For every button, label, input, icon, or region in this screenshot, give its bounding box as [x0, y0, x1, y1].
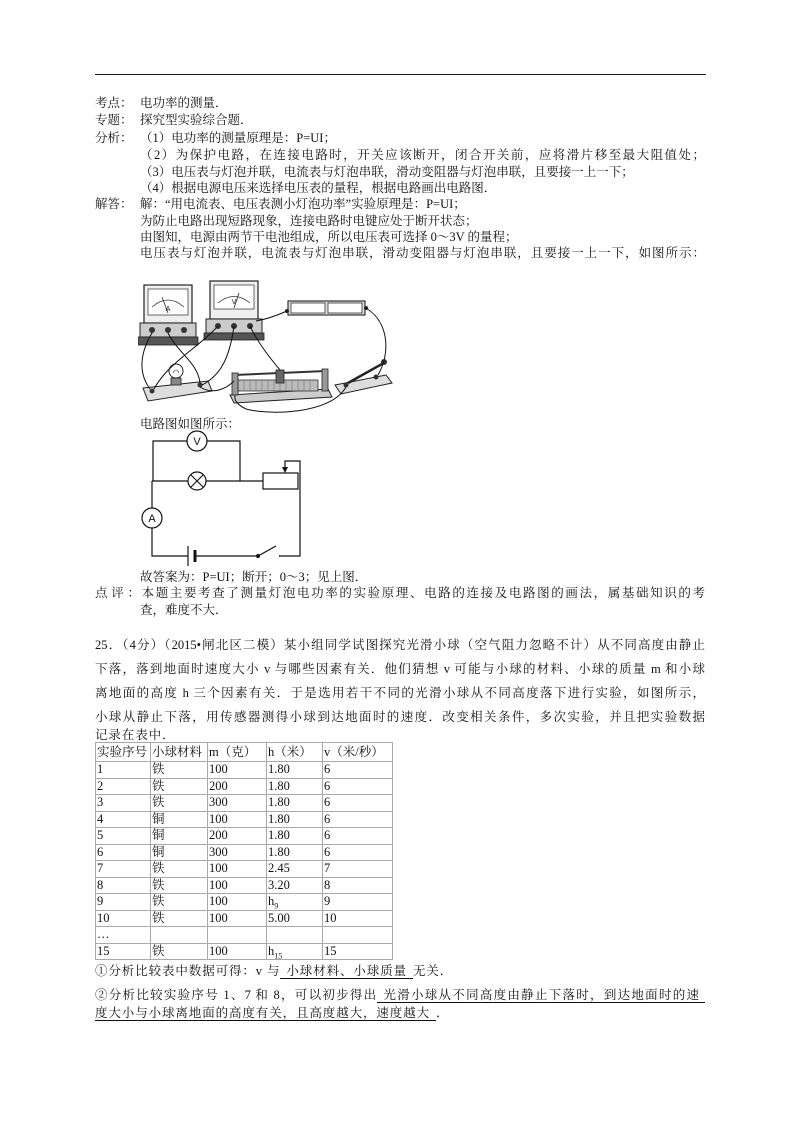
table-cell: 100 [208, 811, 267, 828]
table-cell: 1.80 [267, 762, 323, 779]
table-body [96, 762, 393, 960]
table-cell: 铁 [151, 877, 208, 894]
table-row [96, 910, 393, 927]
problem-stem-line-3 [95, 685, 705, 702]
table-row [96, 828, 393, 845]
problem-stem-line-1 [95, 637, 705, 654]
table-cell: 100 [208, 910, 267, 927]
table-cell: 1.80 [267, 844, 323, 861]
problem-stem-text-3: 离地面的高度 h 三个因素有关．于是选用若干不同的光滑小球从不同高度落下进行实验，如图所示， [95, 686, 705, 700]
table-cell: 5 [96, 828, 151, 845]
table-cell: 6 [96, 844, 151, 861]
circuit-wires [152, 441, 300, 556]
review-text-1: 本题主要考查了测量灯泡电功率的实验原理、电路的连接及电路图的画法，属基础知识的考 [140, 586, 705, 600]
question-1-line [95, 963, 453, 980]
battery-symbol [188, 546, 195, 566]
solution-line-2 [140, 213, 478, 230]
table-cell: 6 [323, 762, 393, 779]
table-cell: 6 [323, 778, 393, 795]
table-header-cell: v（米/秒） [323, 743, 393, 762]
analysis-text-2: （2）为保护电路，在连接电路时，开关应该断开，闭合开关前，应将滑片移至最大阻值处； [140, 148, 705, 162]
problem-stem-line-4 [95, 709, 705, 726]
table-cell: 10 [96, 910, 151, 927]
review-line-1 [95, 585, 705, 602]
analysis-line-3 [140, 164, 634, 181]
table-row [96, 877, 393, 894]
problem-stem-text-1: 25．（4分）（2015•闸北区二模）某小组同学试图探究光滑小球（空气阻力忽略不计）从不同高度由静止 [95, 638, 705, 652]
subscript: 9 [274, 901, 279, 910]
table-cell: 100 [208, 894, 267, 911]
table-cell: 15 [323, 943, 393, 960]
analysis-text-3: （3）电压表与灯泡并联，电流表与灯泡串联，滑动变阻器与灯泡串联，且要接一上一下； [140, 165, 634, 179]
analysis-line-2 [140, 147, 705, 164]
table-cell: 6 [323, 811, 393, 828]
table-row [96, 811, 393, 828]
table-cell: 2 [96, 778, 151, 795]
table-cell: 9 [323, 894, 393, 911]
table-cell: 100 [208, 762, 267, 779]
question-1-answer: 小球材料、小球质量 [280, 964, 413, 979]
table-header-cell: h（米） [267, 743, 323, 762]
table-cell: 3.20 [267, 877, 323, 894]
subscript: 15 [274, 951, 283, 960]
rheostat-symbol [263, 467, 298, 489]
table-row [96, 861, 393, 878]
experiment-data-table [95, 742, 393, 960]
table-cell [267, 927, 323, 944]
table-cell: 3 [96, 795, 151, 812]
table-cell: 铜 [151, 844, 208, 861]
table-cell: 铁 [151, 778, 208, 795]
table-cell: 8 [323, 877, 393, 894]
question-2-suffix: ． [436, 1006, 450, 1020]
lamp-holder [143, 364, 212, 401]
question-2-line-1 [95, 987, 705, 1004]
review-line-2 [140, 602, 228, 619]
problem-stem-text-5: 记录在表中． [95, 728, 176, 742]
answer-text: 故答案为：P=UI；断开；0～3；见上图． [140, 570, 368, 584]
table-cell: 100 [208, 861, 267, 878]
table-row [96, 943, 393, 960]
analysis-label: 分析： [95, 131, 133, 145]
topic-label: 考点： [95, 96, 133, 110]
ammeter-symbol-circle [142, 508, 162, 528]
solution-label: 解答： [95, 197, 133, 211]
diagram-caption-text: 电路图如图所示： [140, 417, 241, 431]
table-cell [208, 927, 267, 944]
table-cell: 铁 [151, 943, 208, 960]
review-label: 点评： [95, 586, 140, 600]
ammeter [138, 285, 198, 345]
table-header-row [96, 743, 393, 762]
table-cell: 铁 [151, 861, 208, 878]
category-label: 专题： [95, 113, 133, 127]
table-cell: 1.80 [267, 795, 323, 812]
solution-line-3 [140, 229, 518, 246]
table-cell: 7 [323, 861, 393, 878]
solution-text-2: 为防止电路出现短路现象，连接电路时电键应处于断开状态； [140, 214, 478, 228]
table-cell: 6 [323, 828, 393, 845]
table-cell [323, 927, 393, 944]
table-cell: … [96, 927, 151, 944]
circuit-diagram [138, 430, 308, 570]
table-header-cell: 实验序号 [96, 743, 151, 762]
voltmeter-label: V [193, 436, 201, 448]
table-cell: 10 [323, 910, 393, 927]
table-row [96, 844, 393, 861]
table-cell: 2.45 [267, 861, 323, 878]
table-row [96, 795, 393, 812]
table-cell: 300 [208, 844, 267, 861]
solution-text-1: 解：“用电流表、电压表测小灯泡功率”实验原理是：P=UI； [140, 197, 466, 211]
category-text: 探究型实验综合题． [140, 113, 253, 127]
review-text-2: 查，难度不大． [140, 603, 228, 617]
table-cell: 1.80 [267, 828, 323, 845]
table-cell: 铁 [151, 762, 208, 779]
topic-text: 电功率的测量． [140, 96, 228, 110]
header-rule [95, 74, 706, 75]
analysis-line-4 [140, 180, 496, 197]
table-cell: 7 [96, 861, 151, 878]
table-cell: 200 [208, 778, 267, 795]
category-line [95, 112, 253, 129]
slide-rheostat [230, 369, 332, 403]
solution-line-1 [95, 196, 466, 213]
problem-stem-text-4: 小球从静止下落，用传感器测得小球到达地面时的速度．改变相关条件，多次实验，并且把实验数据 [95, 710, 705, 724]
battery-holder [285, 301, 368, 315]
table-cell: 4 [96, 811, 151, 828]
question-1-suffix: 无关． [413, 964, 454, 978]
voltmeter-symbol-circle [187, 431, 207, 451]
table-row [96, 927, 393, 944]
voltmeter-symbol: V [231, 299, 237, 306]
solution-line-4 [140, 245, 705, 262]
table-header-cell: 小球材料 [151, 743, 208, 762]
table-cell: $h_{15}$ [267, 943, 323, 960]
question-2-line-2 [95, 1005, 449, 1022]
table-cell: 1.80 [267, 811, 323, 828]
analysis-text-4: （4）根据电源电压来选择电压表的量程，根据电路画出电路图． [140, 181, 497, 195]
table-cell: $h_9$ [267, 894, 323, 911]
analysis-line-1 [95, 130, 336, 147]
table-cell: 15 [96, 943, 151, 960]
table-cell: 8 [96, 877, 151, 894]
table-row [96, 894, 393, 911]
table-cell: 铁 [151, 795, 208, 812]
table-cell: 100 [208, 943, 267, 960]
problem-stem-line-2 [95, 661, 705, 678]
table-cell: 铁 [151, 894, 208, 911]
answer-line [140, 569, 367, 586]
solution-text-4: 电压表与灯泡并联，电流表与灯泡串联，滑动变阻器与灯泡串联，且要接一上一下，如图所示： [140, 246, 705, 260]
question-2-answer-part-2: 度大小与小球离地面的高度有关，且高度越大，速度越大 [95, 1006, 436, 1021]
table-cell: 铜 [151, 828, 208, 845]
table-cell: 铁 [151, 910, 208, 927]
ammeter-symbol: A [165, 306, 171, 313]
table-cell: 铜 [151, 811, 208, 828]
table-cell: 300 [208, 795, 267, 812]
table-cell: 6 [323, 795, 393, 812]
question-2-answer-part-1: 光滑小球从不同高度由静止下落时，到达地面时的速 [377, 988, 705, 1003]
topic-line [95, 95, 228, 112]
table-cell: 200 [208, 828, 267, 845]
analysis-text-1: （1）电功率的测量原理是：P=UI； [140, 131, 336, 145]
table-header-cell: m（克） [208, 743, 267, 762]
lamp-symbol [188, 472, 206, 490]
table-row [96, 762, 393, 779]
wiring-photo [138, 263, 398, 415]
ammeter-label: A [148, 513, 156, 525]
switch-symbol [256, 546, 280, 558]
table-cell: 1 [96, 762, 151, 779]
table-cell: 9 [96, 894, 151, 911]
question-2-prefix: ②分析比较实验序号 1、7 和 8，可以初步得出 [95, 988, 378, 1002]
table-cell: 5.00 [267, 910, 323, 927]
table-cell: 100 [208, 877, 267, 894]
table-row [96, 778, 393, 795]
table-cell: 6 [323, 844, 393, 861]
problem-stem-text-2: 下落，落到地面时速度大小 v 与哪些因素有关．他们猜想 v 可能与小球的材料、小球的质量 m 和小球 [95, 662, 705, 676]
question-1-prefix: ①分析比较表中数据可得：v 与 [95, 964, 281, 978]
table-cell: 1.80 [267, 778, 323, 795]
solution-text-3: 由图知，电源由两节干电池组成，所以电压表可选择 0～3V 的量程； [140, 230, 518, 244]
table-cell [151, 927, 208, 944]
